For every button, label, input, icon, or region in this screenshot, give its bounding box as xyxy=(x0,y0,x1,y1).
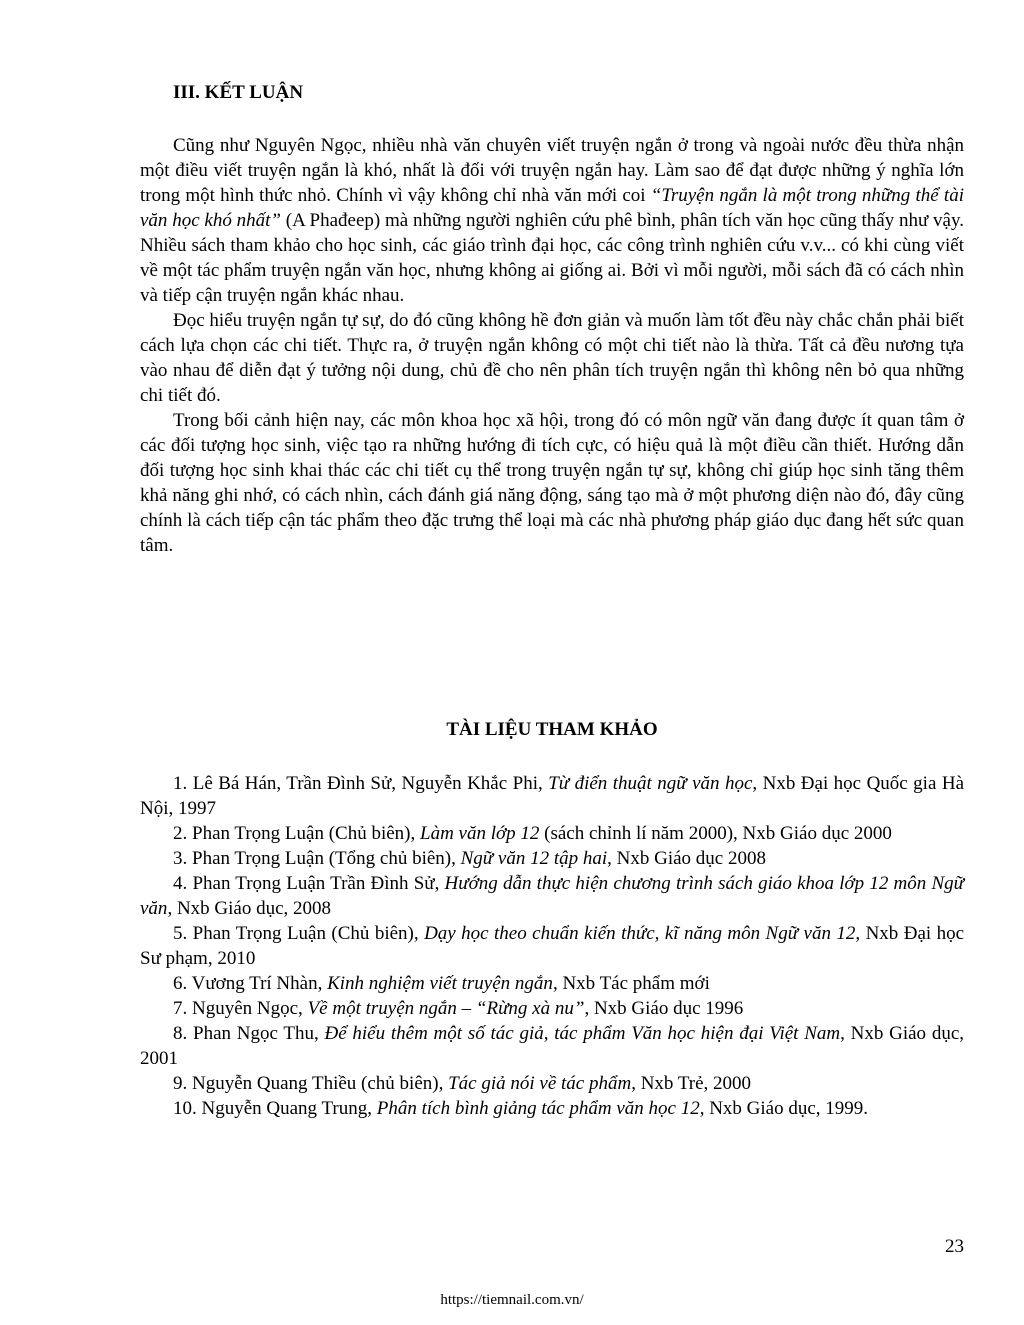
reference-publisher: , Nxb Đại học Quốc gia Hà Nội, 1997 xyxy=(140,773,965,819)
reference-title: Hướng dẫn thực hiện chương trình sách giáo khoa lớp 12 môn Ngữ văn xyxy=(140,873,964,919)
reference-item xyxy=(140,971,964,996)
reference-title: Làm văn lớp 12 xyxy=(420,823,540,844)
reference-authors: 5. Phan Trọng Luận (Chủ biên), xyxy=(173,923,425,944)
reference-authors: 3. Phan Trọng Luận (Tổng chủ biên), xyxy=(173,848,461,869)
reference-title: Dạy học theo chuẩn kiến thức, kĩ năng môn Ngữ văn 12 xyxy=(424,923,856,944)
reference-title: Kinh nghiệm viết truyện ngắn xyxy=(327,973,553,994)
reference-item xyxy=(140,1096,964,1121)
document-body xyxy=(140,80,964,1121)
paragraph-1-text-b: (A Phađeep) mà những người nghiên cứu phê bình, phân tích văn học cũng thấy như vậy. Nhiều sách tham khảo cho học sinh, các giáo trình đại học, các công trình nghiên cứu v.v... có khi cùng viết về một tác phẩm truyện ngắn văn học, nhưng không ai giống ai. Bởi vì mỗi người, mỗi sách đã có cách nhìn và tiếp cận truyện ngắn khác nhau. xyxy=(140,210,964,306)
reference-title: Từ điển thuật ngữ văn học xyxy=(548,773,753,794)
reference-publisher: , Nxb Trẻ, 2000 xyxy=(631,1073,752,1094)
reference-authors: 2. Phan Trọng Luận (Chủ biên), xyxy=(173,823,420,844)
reference-item xyxy=(140,871,964,921)
reference-publisher: , Nxb Giáo dục, 2008 xyxy=(167,898,332,919)
footer-url: https://tiemnail.com.vn/ xyxy=(440,1292,584,1308)
reference-item xyxy=(140,996,964,1021)
reference-publisher: , Nxb Giáo dục 1996 xyxy=(584,998,744,1019)
reference-authors: 4. Phan Trọng Luận Trần Đình Sử, xyxy=(173,873,445,894)
paragraph-1-text-a: Cũng như Nguyên Ngọc, nhiều nhà văn chuyên viết truyện ngắn ở trong và ngoài nước đều thừa nhận một điều viết truyện ngắn là khó, nhất là đối với truyện ngắn hay. Làm sao để đạt được những ý nghĩa lớn trong một hình thức nhỏ. Chính vì vậy không chỉ nhà văn mới coi xyxy=(140,135,964,206)
references-heading: TÀI LIỆU THAM KHẢO xyxy=(446,719,658,740)
paragraph-1 xyxy=(140,133,964,308)
reference-publisher: , Nxb Đại học Sư phạm, 2010 xyxy=(140,923,965,969)
reference-title: Để hiểu thêm một số tác giả, tác phẩm Văn học hiện đại Việt Nam xyxy=(324,1023,841,1044)
reference-item xyxy=(140,921,964,971)
reference-publisher: , Nxb Giáo dục, 1999. xyxy=(699,1098,869,1119)
section-heading: III. KẾT LUẬN xyxy=(173,82,304,103)
paragraph-1-quote: “Truyện ngắn là một trong những thể tài văn học khó nhất” xyxy=(140,185,964,231)
reference-publisher: , Nxb Giáo dục, 2001 xyxy=(140,1023,964,1069)
reference-title: Tác giả nói về tác phẩm xyxy=(448,1073,632,1094)
reference-item xyxy=(140,821,964,846)
reference-item xyxy=(140,1071,964,1096)
reference-title: Ngữ văn 12 tập hai xyxy=(460,848,608,869)
reference-item xyxy=(140,846,964,871)
reference-authors: 1. Lê Bá Hán, Trần Đình Sử, Nguyễn Khắc Phi, xyxy=(173,773,549,794)
references-list xyxy=(140,771,964,1121)
reference-title: Về một truyện ngắn – “Rừng xà nu” xyxy=(307,998,585,1019)
reference-authors: 10. Nguyễn Quang Trung, xyxy=(173,1098,377,1119)
reference-authors: 6. Vương Trí Nhàn, xyxy=(173,973,328,994)
reference-authors: 9. Nguyễn Quang Thiều (chủ biên), xyxy=(173,1073,449,1094)
reference-publisher: , Nxb Giáo dục 2008 xyxy=(607,848,766,869)
reference-title: Phân tích bình giảng tác phẩm văn học 12 xyxy=(376,1098,700,1119)
reference-authors: 7. Nguyên Ngọc, xyxy=(173,998,308,1019)
page-number: 23 xyxy=(945,1236,964,1257)
paragraph-3: Trong bối cảnh hiện nay, các môn khoa học xã hội, trong đó có môn ngữ văn đang được ít quan tâm ở các đối tượng học sinh, việc tạo ra những hướng đi tích cực, có hiệu quả là một điều cần thiết. Hướng dẫn đối tượng học sinh khai thác các chi tiết cụ thể trong truyện ngắn tự sự, không chỉ giúp học sinh tăng thêm khả năng ghi nhớ, có cách nhìn, cách đánh giá năng động, sáng tạo mà ở một phương diện nào đó, đây cũng chính là cách tiếp cận tác phẩm theo đặc trưng thể loại mà các nhà phương pháp giáo dục đang hết sức quan tâm. xyxy=(140,410,964,556)
reference-authors: 8. Phan Ngọc Thu, xyxy=(173,1023,325,1044)
reference-publisher: , Nxb Tác phẩm mới xyxy=(552,973,710,994)
paragraph-2: Đọc hiểu truyện ngắn tự sự, do đó cũng không hề đơn giản và muốn làm tốt đều này chắc chắn phải biết cách lựa chọn các chi tiết. Thực ra, ở truyện ngắn không có một chi tiết nào là thừa. Tất cả đều nương tựa vào nhau để diễn đạt ý tưởng nội dung, chủ đề cho nên phân tích truyện ngắn thì không nên bỏ qua những chi tiết đó. xyxy=(140,310,964,406)
reference-publisher: (sách chỉnh lí năm 2000), Nxb Giáo dục 2000 xyxy=(539,823,892,844)
reference-item xyxy=(140,1021,964,1071)
reference-item xyxy=(140,771,964,821)
